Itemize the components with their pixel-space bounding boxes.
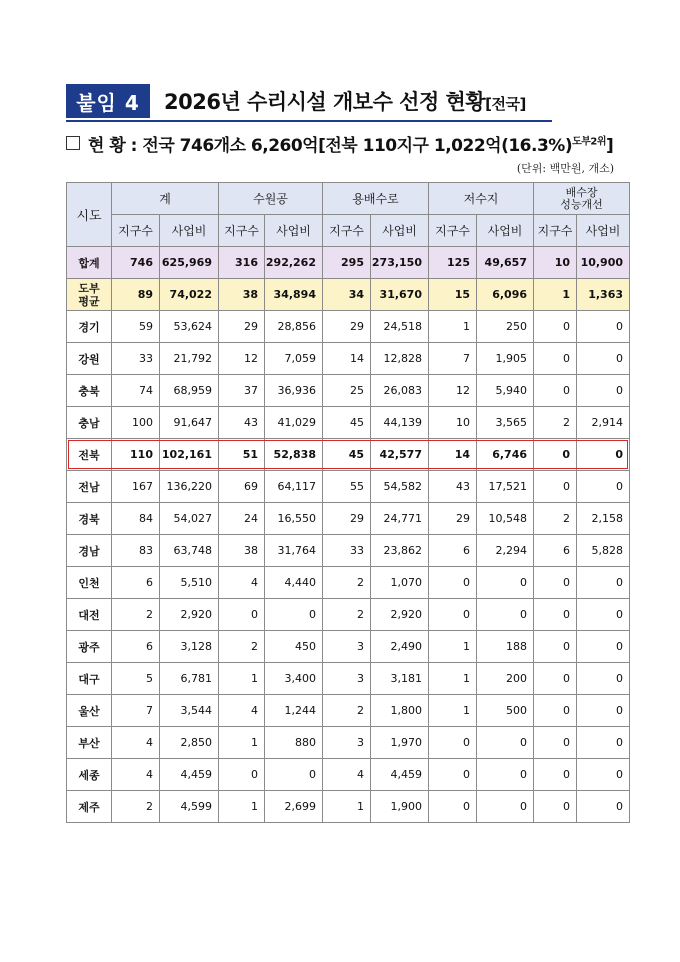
cell: 1 bbox=[219, 663, 265, 695]
header-row-sub bbox=[67, 215, 630, 247]
cell: 29 bbox=[323, 311, 371, 343]
cell: 0 bbox=[577, 599, 630, 631]
checkbox-square-icon bbox=[66, 136, 80, 150]
table-row bbox=[67, 599, 630, 631]
cell: 0 bbox=[219, 759, 265, 791]
cell: 625,969 bbox=[160, 247, 219, 279]
cell: 54,027 bbox=[160, 503, 219, 535]
group-reservoir: 저수지 bbox=[429, 183, 534, 215]
cell: 0 bbox=[429, 727, 477, 759]
cell: 4 bbox=[219, 695, 265, 727]
cell: 0 bbox=[534, 695, 577, 727]
sub-count: 지구수 bbox=[429, 215, 477, 247]
table-row bbox=[67, 407, 630, 439]
cell: 45 bbox=[323, 439, 371, 471]
cell: 12 bbox=[429, 375, 477, 407]
group-pump-line2: 성능개선 bbox=[560, 197, 603, 211]
cell: 33 bbox=[112, 343, 160, 375]
cell: 24 bbox=[219, 503, 265, 535]
status-table bbox=[66, 182, 630, 823]
cell: 89 bbox=[112, 279, 160, 311]
cell: 42,577 bbox=[371, 439, 429, 471]
cell: 59 bbox=[112, 311, 160, 343]
cell: 188 bbox=[477, 631, 534, 663]
table-row bbox=[67, 663, 630, 695]
cell: 295 bbox=[323, 247, 371, 279]
table-row bbox=[67, 375, 630, 407]
table-row bbox=[67, 311, 630, 343]
cell: 6 bbox=[534, 535, 577, 567]
region-rows bbox=[67, 311, 630, 823]
cell: 1 bbox=[219, 727, 265, 759]
row-name: 인천 bbox=[67, 567, 112, 599]
table-row bbox=[67, 791, 630, 823]
cell: 28,856 bbox=[265, 311, 323, 343]
row-name bbox=[67, 279, 112, 311]
cell: 1,970 bbox=[371, 727, 429, 759]
cell: 0 bbox=[534, 663, 577, 695]
row-name: 경기 bbox=[67, 311, 112, 343]
group-drainage-canal: 용배수로 bbox=[323, 183, 429, 215]
cell: 0 bbox=[577, 695, 630, 727]
cell: 2,699 bbox=[265, 791, 323, 823]
cell: 29 bbox=[323, 503, 371, 535]
cell: 2 bbox=[534, 503, 577, 535]
cell: 68,959 bbox=[160, 375, 219, 407]
cell: 0 bbox=[534, 759, 577, 791]
col-region: 시도 bbox=[67, 183, 112, 247]
table-row bbox=[67, 631, 630, 663]
cell: 0 bbox=[534, 631, 577, 663]
cell: 0 bbox=[577, 439, 630, 471]
cell: 2 bbox=[323, 599, 371, 631]
cell: 10,900 bbox=[577, 247, 630, 279]
cell: 2 bbox=[534, 407, 577, 439]
cell: 29 bbox=[429, 503, 477, 535]
header-row-groups bbox=[67, 183, 630, 215]
cell: 1 bbox=[429, 695, 477, 727]
cell: 0 bbox=[577, 663, 630, 695]
row-name: 합계 bbox=[67, 247, 112, 279]
cell: 0 bbox=[477, 567, 534, 599]
cell: 43 bbox=[219, 407, 265, 439]
cell: 0 bbox=[577, 567, 630, 599]
cell: 36,936 bbox=[265, 375, 323, 407]
cell: 0 bbox=[577, 759, 630, 791]
table-row bbox=[67, 343, 630, 375]
table-row bbox=[67, 695, 630, 727]
table-row bbox=[67, 439, 630, 471]
cell: 3,400 bbox=[265, 663, 323, 695]
cell: 23,862 bbox=[371, 535, 429, 567]
cell: 0 bbox=[429, 759, 477, 791]
cell: 53,624 bbox=[160, 311, 219, 343]
cell: 2 bbox=[323, 695, 371, 727]
cell: 4,599 bbox=[160, 791, 219, 823]
cell: 0 bbox=[534, 343, 577, 375]
cell: 1,800 bbox=[371, 695, 429, 727]
cell: 41,029 bbox=[265, 407, 323, 439]
group-pump-station bbox=[534, 183, 630, 215]
cell: 0 bbox=[219, 599, 265, 631]
cell: 38 bbox=[219, 279, 265, 311]
cell: 110 bbox=[112, 439, 160, 471]
cell: 12 bbox=[219, 343, 265, 375]
cell: 4,459 bbox=[371, 759, 429, 791]
cell: 29 bbox=[219, 311, 265, 343]
cell: 55 bbox=[323, 471, 371, 503]
cell: 2,490 bbox=[371, 631, 429, 663]
table-row bbox=[67, 727, 630, 759]
cell: 316 bbox=[219, 247, 265, 279]
cell: 43 bbox=[429, 471, 477, 503]
cell: 2 bbox=[112, 599, 160, 631]
row-name: 제주 bbox=[67, 791, 112, 823]
cell: 6,096 bbox=[477, 279, 534, 311]
cell: 24,771 bbox=[371, 503, 429, 535]
cell: 74,022 bbox=[160, 279, 219, 311]
cell: 0 bbox=[429, 791, 477, 823]
row-name: 충북 bbox=[67, 375, 112, 407]
cell: 7,059 bbox=[265, 343, 323, 375]
cell: 10 bbox=[429, 407, 477, 439]
cell: 0 bbox=[534, 471, 577, 503]
cell: 0 bbox=[477, 599, 534, 631]
title-main: 2026년 수리시설 개보수 선정 현황 bbox=[164, 90, 486, 114]
cell: 2,158 bbox=[577, 503, 630, 535]
cell: 2,294 bbox=[477, 535, 534, 567]
cell: 44,139 bbox=[371, 407, 429, 439]
cell: 4 bbox=[112, 727, 160, 759]
summary-line bbox=[66, 131, 613, 156]
row-name: 울산 bbox=[67, 695, 112, 727]
cell: 0 bbox=[577, 375, 630, 407]
cell: 0 bbox=[577, 471, 630, 503]
cell: 6,781 bbox=[160, 663, 219, 695]
summary-text: 현 황 : 전국 746개소 6,260억[전북 110지구 1,022억(16.3%) bbox=[88, 136, 573, 156]
cell: 0 bbox=[534, 727, 577, 759]
title-underline bbox=[66, 120, 552, 122]
cell: 34 bbox=[323, 279, 371, 311]
cell: 1 bbox=[429, 663, 477, 695]
cell: 125 bbox=[429, 247, 477, 279]
sub-count: 지구수 bbox=[323, 215, 371, 247]
cell: 102,161 bbox=[160, 439, 219, 471]
cell: 0 bbox=[265, 759, 323, 791]
row-name: 대구 bbox=[67, 663, 112, 695]
cell: 746 bbox=[112, 247, 160, 279]
cell: 0 bbox=[534, 599, 577, 631]
cell: 6 bbox=[112, 567, 160, 599]
cell: 200 bbox=[477, 663, 534, 695]
cell: 4,459 bbox=[160, 759, 219, 791]
row-name: 경남 bbox=[67, 535, 112, 567]
cell: 5,940 bbox=[477, 375, 534, 407]
cell: 6 bbox=[429, 535, 477, 567]
cell: 6 bbox=[112, 631, 160, 663]
row-name: 전북 bbox=[67, 439, 112, 471]
cell: 52,838 bbox=[265, 439, 323, 471]
cell: 1 bbox=[323, 791, 371, 823]
cell: 292,262 bbox=[265, 247, 323, 279]
cell: 2,920 bbox=[160, 599, 219, 631]
cell: 17,521 bbox=[477, 471, 534, 503]
sub-count: 지구수 bbox=[112, 215, 160, 247]
group-total: 계 bbox=[112, 183, 219, 215]
cell: 5 bbox=[112, 663, 160, 695]
cell: 2 bbox=[112, 791, 160, 823]
row-name: 경북 bbox=[67, 503, 112, 535]
row-name: 대전 bbox=[67, 599, 112, 631]
cell: 12,828 bbox=[371, 343, 429, 375]
table-row bbox=[67, 535, 630, 567]
cell: 51 bbox=[219, 439, 265, 471]
cell: 4,440 bbox=[265, 567, 323, 599]
cell: 84 bbox=[112, 503, 160, 535]
cell: 34,894 bbox=[265, 279, 323, 311]
cell: 0 bbox=[477, 791, 534, 823]
cell: 45 bbox=[323, 407, 371, 439]
cell: 49,657 bbox=[477, 247, 534, 279]
cell: 0 bbox=[577, 311, 630, 343]
row-name: 부산 bbox=[67, 727, 112, 759]
summary-sup: 도부2위 bbox=[572, 136, 607, 148]
cell: 5,828 bbox=[577, 535, 630, 567]
cell: 64,117 bbox=[265, 471, 323, 503]
cell: 0 bbox=[577, 631, 630, 663]
cell: 21,792 bbox=[160, 343, 219, 375]
cell: 2 bbox=[219, 631, 265, 663]
cell: 2,850 bbox=[160, 727, 219, 759]
group-water-source: 수원공 bbox=[219, 183, 323, 215]
row-name: 강원 bbox=[67, 343, 112, 375]
cell: 38 bbox=[219, 535, 265, 567]
cell: 1 bbox=[534, 279, 577, 311]
cell: 1 bbox=[219, 791, 265, 823]
cell: 1,244 bbox=[265, 695, 323, 727]
sub-cost: 사업비 bbox=[265, 215, 323, 247]
table-row bbox=[67, 759, 630, 791]
cell: 0 bbox=[477, 727, 534, 759]
cell: 7 bbox=[429, 343, 477, 375]
table-row bbox=[67, 567, 630, 599]
cell: 1,905 bbox=[477, 343, 534, 375]
sub-cost: 사업비 bbox=[160, 215, 219, 247]
cell: 0 bbox=[265, 599, 323, 631]
table-row bbox=[67, 471, 630, 503]
cell: 25 bbox=[323, 375, 371, 407]
cell: 1,900 bbox=[371, 791, 429, 823]
cell: 2 bbox=[323, 567, 371, 599]
cell: 0 bbox=[534, 791, 577, 823]
sub-cost: 사업비 bbox=[371, 215, 429, 247]
cell: 167 bbox=[112, 471, 160, 503]
cell: 0 bbox=[577, 791, 630, 823]
cell: 3,181 bbox=[371, 663, 429, 695]
cell: 15 bbox=[429, 279, 477, 311]
cell: 31,670 bbox=[371, 279, 429, 311]
total-row bbox=[67, 247, 630, 279]
cell: 6,746 bbox=[477, 439, 534, 471]
group-pump-line1: 배수장 bbox=[565, 185, 598, 199]
sub-cost: 사업비 bbox=[577, 215, 630, 247]
cell: 10,548 bbox=[477, 503, 534, 535]
cell: 5,510 bbox=[160, 567, 219, 599]
sub-count: 지구수 bbox=[219, 215, 265, 247]
sub-count: 지구수 bbox=[534, 215, 577, 247]
cell: 16,550 bbox=[265, 503, 323, 535]
cell: 2,914 bbox=[577, 407, 630, 439]
avg-name-line1: 도부 bbox=[78, 281, 100, 295]
cell: 69 bbox=[219, 471, 265, 503]
cell: 0 bbox=[534, 439, 577, 471]
cell: 10 bbox=[534, 247, 577, 279]
unit-note: (단위: 백만원, 개소) bbox=[516, 162, 614, 175]
cell: 1 bbox=[429, 631, 477, 663]
sub-cost: 사업비 bbox=[477, 215, 534, 247]
cell: 0 bbox=[534, 567, 577, 599]
cell: 4 bbox=[323, 759, 371, 791]
cell: 3 bbox=[323, 663, 371, 695]
cell: 450 bbox=[265, 631, 323, 663]
cell: 3,544 bbox=[160, 695, 219, 727]
cell: 14 bbox=[429, 439, 477, 471]
cell: 0 bbox=[477, 759, 534, 791]
cell: 4 bbox=[219, 567, 265, 599]
cell: 3,565 bbox=[477, 407, 534, 439]
cell: 74 bbox=[112, 375, 160, 407]
title-row bbox=[66, 84, 526, 118]
cell: 0 bbox=[534, 375, 577, 407]
cell: 273,150 bbox=[371, 247, 429, 279]
row-name: 세종 bbox=[67, 759, 112, 791]
page-title bbox=[164, 86, 526, 116]
cell: 100 bbox=[112, 407, 160, 439]
cell: 3 bbox=[323, 727, 371, 759]
summary-close: ] bbox=[606, 136, 614, 156]
cell: 0 bbox=[534, 311, 577, 343]
table-row bbox=[67, 503, 630, 535]
attachment-badge: 붙임 4 bbox=[66, 84, 150, 118]
cell: 880 bbox=[265, 727, 323, 759]
cell: 33 bbox=[323, 535, 371, 567]
cell: 0 bbox=[429, 567, 477, 599]
cell: 1 bbox=[429, 311, 477, 343]
cell: 37 bbox=[219, 375, 265, 407]
cell: 83 bbox=[112, 535, 160, 567]
cell: 1,363 bbox=[577, 279, 630, 311]
average-row bbox=[67, 279, 630, 311]
cell: 0 bbox=[577, 343, 630, 375]
cell: 3,128 bbox=[160, 631, 219, 663]
cell: 0 bbox=[429, 599, 477, 631]
avg-name-line2: 평균 bbox=[78, 294, 100, 308]
cell: 136,220 bbox=[160, 471, 219, 503]
cell: 4 bbox=[112, 759, 160, 791]
row-name: 광주 bbox=[67, 631, 112, 663]
cell: 1,070 bbox=[371, 567, 429, 599]
cell: 91,647 bbox=[160, 407, 219, 439]
cell: 54,582 bbox=[371, 471, 429, 503]
cell: 3 bbox=[323, 631, 371, 663]
row-name: 충남 bbox=[67, 407, 112, 439]
cell: 0 bbox=[577, 727, 630, 759]
cell: 2,920 bbox=[371, 599, 429, 631]
cell: 63,748 bbox=[160, 535, 219, 567]
row-name: 전남 bbox=[67, 471, 112, 503]
cell: 14 bbox=[323, 343, 371, 375]
cell: 500 bbox=[477, 695, 534, 727]
title-suffix: [전국] bbox=[485, 95, 526, 113]
cell: 7 bbox=[112, 695, 160, 727]
cell: 24,518 bbox=[371, 311, 429, 343]
cell: 250 bbox=[477, 311, 534, 343]
cell: 31,764 bbox=[265, 535, 323, 567]
cell: 26,083 bbox=[371, 375, 429, 407]
